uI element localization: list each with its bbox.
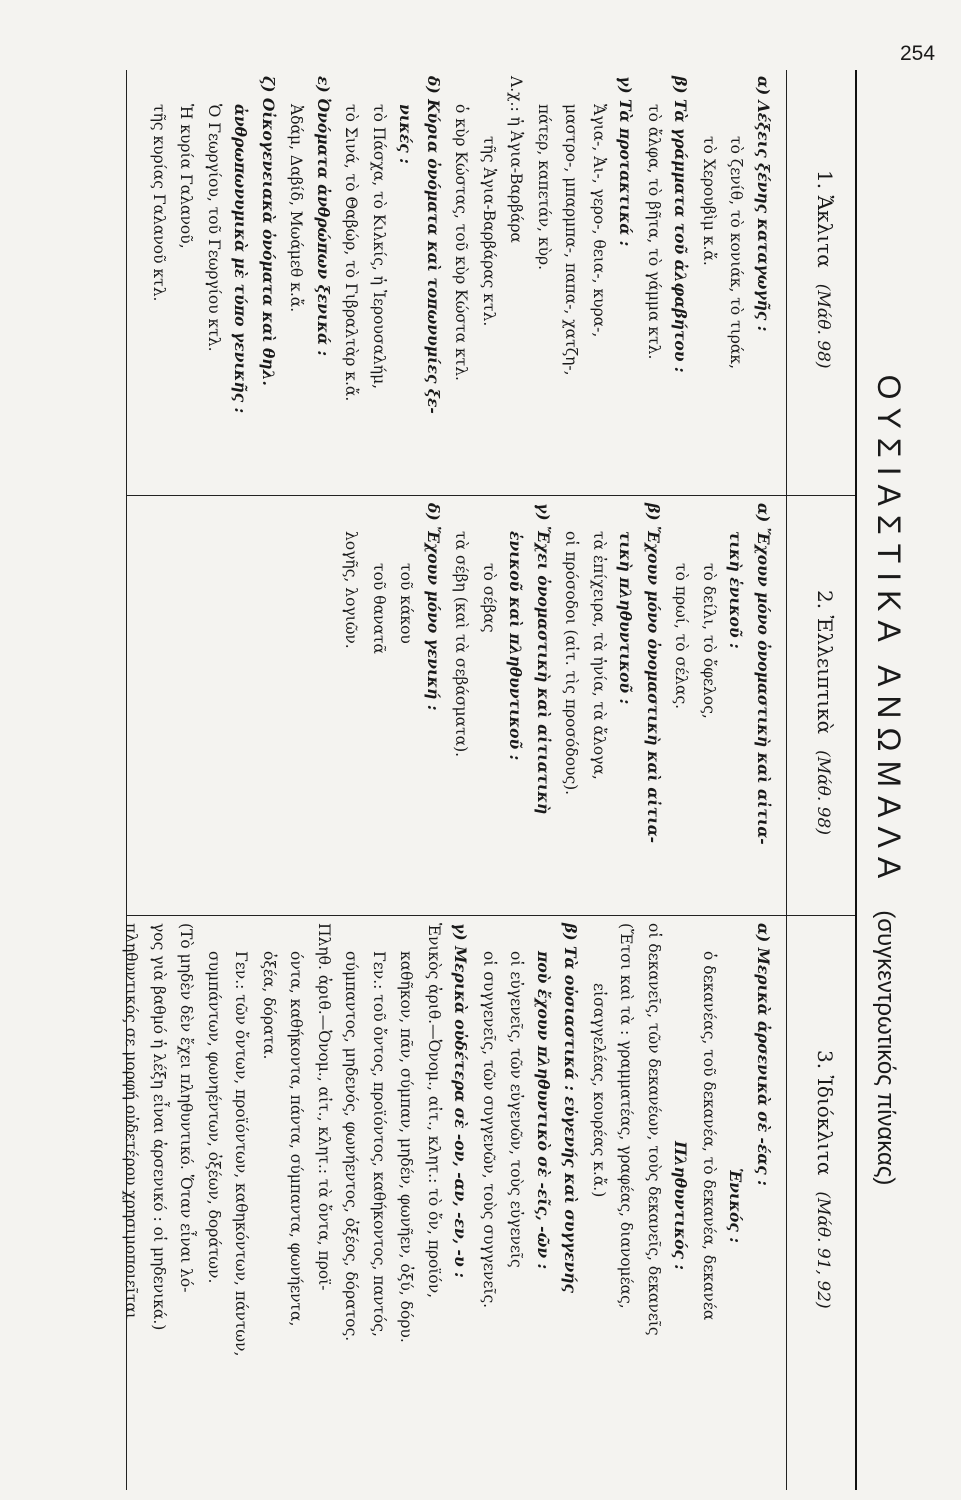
example-line: Ἀδάμ, Δαβίδ, Μωάμεθ κ.ἄ.	[287, 104, 306, 313]
header-rule	[786, 70, 787, 1490]
example-line: Ὁ Γεωργίου, τοῦ Γεωργίου κτλ.	[205, 104, 223, 352]
section-heading-cont: τικὴ πληθυντικοῦ :	[616, 531, 636, 705]
page-subtitle: (συγκεντρωτικός πίνακας)	[872, 910, 899, 1186]
section-heading: ζ) Οἰκογενειακὰ ὀνόματα καὶ θηλ.	[259, 76, 278, 386]
example-line: Ἄγια-, Ἀι-, γερο-, θεια-, κυρα-,	[590, 104, 608, 338]
section-heading-cont: ἀνθρωπωνυμικὰ μὲ τύπο γενικῆς :	[231, 104, 251, 414]
example-line: ὁ κὺρ Κώστας, τοῦ κὺρ Κώστα κτλ.	[452, 104, 471, 381]
example-line: τὰ σέβη (καὶ τὰ σεβάσματα).	[452, 531, 471, 758]
column-divider-2	[127, 915, 855, 916]
example-line: τὸ Χερουβὶμ κ.ἄ.	[700, 136, 718, 266]
column-header-1	[813, 170, 837, 369]
example-line: οἱ συγγενεῖς, τῶν συγγενῶν, τοὺς συγγενεῖς.	[480, 951, 498, 1309]
example-line: σύμπαντος, μηδενός, φωνήεντος, ὀξέος, δόρατος.	[342, 951, 361, 1342]
section-heading: δ) Ἔχουν μόνο γενική :	[424, 503, 443, 711]
example-line: Γεν.: τοῦ ὄντος, προϊόντος, καθήκοντος, παντός,	[370, 951, 388, 1337]
section-heading: ε) Ὀνόματα ἀνθρώπων ξενικά :	[314, 76, 333, 357]
note-line: γος γιὰ βαθμό ἡ λέξη εἶναι ἀρσενικό : οἱ μηδενικά.)	[150, 923, 168, 1331]
example-line: τὸ πρωί, τὸ σέλας.	[672, 563, 691, 710]
example-line: όντα, καθήκοντα, πάντα, σύμπαντα, φωνήεντα,	[287, 951, 306, 1327]
section-heading: γ) Τὰ προτακτικά :	[616, 76, 636, 247]
example-line: τὸ Σινά, τὸ Θαβώρ, τὸ Γιβραλτὰρ κ.ἄ.	[342, 104, 361, 402]
example-line: Λ.χ.: ἡ Ἁγια-Βαρβάρα	[507, 76, 526, 244]
example-line: τὸ σέβας	[480, 563, 498, 633]
column-1-body	[145, 76, 778, 488]
top-rule	[855, 70, 857, 1490]
column-header-2	[813, 590, 837, 835]
example-line: τὰ ἐπίχειρα, τὰ ἡνία, τὰ ἄλογα,	[590, 531, 608, 780]
section-heading: γ) Ἔχει ὀνομαστικὴ καὶ αἰτιατικὴ	[534, 503, 553, 815]
section-heading: δ) Κύρια ὀνόματα καὶ τοπωνυμίες ξε-	[424, 76, 443, 414]
example-line: εἰσαγγελέας, κουρέας κ.ἄ.)	[590, 983, 608, 1198]
page-number: 254	[900, 42, 936, 65]
example-line: τῆς κυρίας Γαλανοῦ κτλ.	[150, 104, 168, 302]
section-heading-cont: ποὺ ἔχουν πληθυντικὸ σὲ -εῖς, -ῶν :	[534, 951, 553, 1270]
column-header-3-label: 3. Ἰδιόκλιτα	[813, 1050, 837, 1176]
example-line: ὁ δεκανέας, τοῦ δεκανέα, τὸ δεκανέα, δεκανέα	[700, 951, 718, 1321]
example-line: τὸ ἄλφα, τὸ βῆτα, τὸ γάμμα κτλ.	[645, 104, 663, 360]
column-header-3	[813, 1050, 837, 1309]
example-line: λογῆς, λογιῶν.	[342, 531, 361, 649]
example-line: τὸ δείλι, τὸ ὄφελος,	[700, 563, 718, 719]
section-heading-cont: ἑνικοῦ καὶ πληθυντικοῦ :	[506, 531, 526, 761]
example-line: Γεν.: τῶν ὄντων, προϊόντων, καθηκόντων, πάντων,	[232, 951, 251, 1357]
example-line: οἱ πρόσοδοι (αἰτ. τὶς προσόδους).	[562, 531, 581, 796]
subheading-plural: Πληθυντικός :	[671, 1140, 691, 1271]
example-line: Ἑνικὸς ἀριθ.—Ὀνομ., αἰτ., κλητ.: τὸ ὄν, προϊόν,	[425, 923, 443, 1299]
example-line: καθῆκον, πᾶν, σύμπαν, μηδέν, φωνῆεν, ὀξύ, δόρυ.	[397, 951, 416, 1343]
example-line: τὸ Πάσχα, τὸ Κιλκίς, ἡ Ἰερουσαλήμ,	[370, 104, 388, 390]
example-line: (Ἔτσι καὶ τὰ : γραμματέας, γραφέας, διανομέας,	[617, 923, 636, 1309]
table-title-row	[870, 70, 907, 1490]
example-line: Πληθ. ἀριθ.—Ὀνομ., αἰτ., κλητ.: τὰ ὄντα, προϊ-	[315, 923, 333, 1291]
column-header-2-label: 2. Ἐλλειπτικὰ	[813, 590, 837, 735]
note-line: πληθυντικός σε μορφή οὐδετέρου χρησιμοποιεῖται	[122, 923, 141, 1320]
page-title: ΟΥΣΙΑΣΤΙΚΑ ΑΝΩΜΑΛΑ	[871, 374, 907, 888]
section-heading: α) Λέξεις ξένης καταγωγῆς :	[754, 76, 773, 332]
column-header-1-label: 1. Ἄκλιτα	[813, 170, 837, 268]
column-3-body	[117, 923, 777, 1488]
section-heading: β) Τὰ γράμματα τοῦ ἀλφαβήτου :	[671, 76, 691, 373]
example-line: τοῦ θανατᾶ	[370, 563, 388, 654]
column-header-3-ref: (Μάθ. 91, 92)	[813, 1191, 833, 1309]
section-heading: α) Μερικὰ ἀρσενικὰ σὲ -έας :	[754, 923, 773, 1186]
example-line: οἱ δεκανεῖς, τῶν δεκανέων, τοὺς δεκανεῖς, δεκανεῖς	[645, 923, 663, 1336]
example-line: τὸ ζενίθ, τὸ κονιάκ, τὸ τιράκ,	[727, 136, 746, 369]
section-heading: β) Τὰ οὐσιαστικά : εὐγενής καὶ συγγενής	[561, 923, 581, 1293]
column-2-body	[337, 503, 777, 908]
section-heading: α) Ἔχουν μόνο ὀνομαστικὴ καὶ αἰτια-	[754, 503, 773, 845]
rotated-table-page	[115, 70, 915, 1490]
example-line: συμπάντων, φωνηέντων, ὀξέων, δοράτων.	[205, 951, 223, 1284]
section-heading-cont: νικές :	[396, 104, 416, 164]
section-heading: β) Ἔχουν μόνο ὀνομαστικὴ καὶ αἰτια-	[644, 503, 663, 844]
example-line: Ἡ κυρία Γαλανοῦ,	[177, 104, 196, 249]
section-heading-cont: τικὴ ἑνικοῦ :	[726, 531, 746, 649]
column-header-1-ref: (Μάθ. 98)	[813, 283, 833, 369]
example-line: ὀξέα, δόρατα.	[260, 951, 278, 1060]
example-line: μαστρο-, μπαρμπα-, παπα-, χατζη-,	[562, 104, 581, 376]
example-line: οἱ εὐγενεῖς, τῶν εὐγενῶν, τοὺς εὐγενεῖς	[507, 951, 526, 1268]
example-line: τοῦ κάκου	[397, 563, 416, 644]
example-line: τῆς Ἁγια-Βαρβάρας κτλ.	[480, 136, 498, 327]
column-header-2-ref: (Μάθ. 98)	[813, 750, 833, 835]
subheading-singular: Ἑνικός :	[726, 1168, 746, 1243]
section-heading: γ) Μερικὰ οὐδέτερα σὲ -ον, -αν, -εν, -υ :	[451, 923, 471, 1278]
column-divider-1	[127, 495, 855, 496]
example-line: πάτερ, καπετάν, κὺρ.	[535, 104, 553, 271]
note-line: (Τὸ μηδὲν δὲν ἔχει πληθυντικό. Ὅταν εἶναι λό-	[177, 923, 196, 1293]
